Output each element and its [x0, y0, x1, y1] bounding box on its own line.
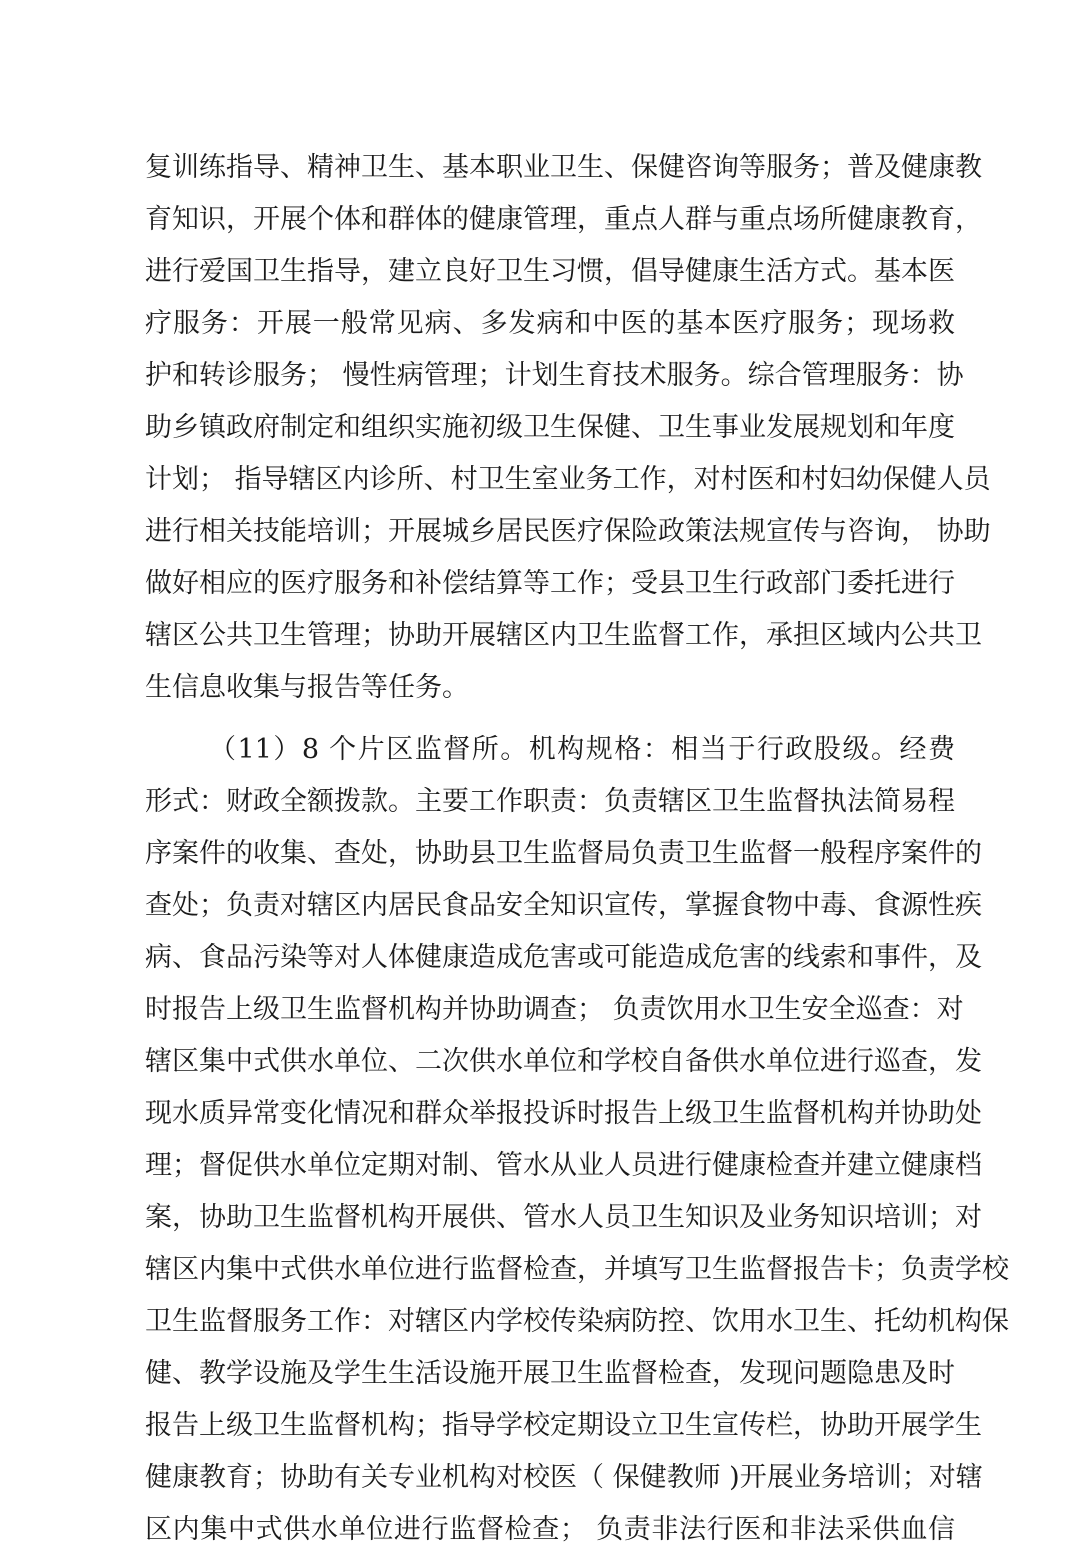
text-line: 报告上级卫生监督机构；指导学校定期设立卫生宣传栏，协助开展学生 — [145, 1410, 982, 1441]
text-line: 复训练指导、精神卫生、基本职业卫生、保健咨询等服务；普及健康教 — [145, 152, 982, 183]
text-line: 序案件的收集、查处，协助县卫生监督局负责卫生监督一般程序案件的 — [145, 838, 982, 869]
text-line: 育知识，开展个体和群体的健康管理，重点人群与重点场所健康教育， — [145, 204, 982, 235]
text-line: 理；督促供水单位定期对制、管水从业人员进行健康检查并建立健康档 — [145, 1150, 982, 1181]
text-line: 查处；负责对辖区内居民食品安全知识宣传，掌握食物中毒、食源性疾 — [145, 890, 982, 921]
text-line: 现水质异常变化情况和群众举报投诉时报告上级卫生监督机构并协助处 — [145, 1098, 982, 1129]
text-line: 计划； 指导辖区内诊所、村卫生室业务工作，对村医和村妇幼保健人员 — [145, 464, 991, 495]
text-line: 护和转诊服务； 慢性病管理；计划生育技术服务。综合管理服务：协 — [145, 360, 964, 391]
text-line: 辖区内集中式供水单位进行监督检查，并填写卫生监督报告卡；负责学校 — [145, 1254, 1009, 1285]
text-line: 区内集中式供水单位进行监督检查； 负责非法行医和非法采供血信 — [145, 1514, 955, 1545]
text-line: 疗服务：开展一般常见病、多发病和中医的基本医疗服务；现场救 — [145, 308, 955, 339]
text-line: 健康教育；协助有关专业机构对校医（ 保健教师 )开展业务培训；对辖 — [145, 1462, 983, 1493]
paragraph-2 — [209, 724, 955, 776]
text-line: 健、教学设施及学生生活设施开展卫生监督检查，发现问题隐患及时 — [145, 1358, 955, 1389]
body-text — [145, 142, 1009, 1556]
text-line: 时报告上级卫生监督机构并协助调查； 负责饮用水卫生安全巡查：对 — [145, 994, 964, 1025]
text-line: 形式：财政全额拨款。主要工作职责：负责辖区卫生监督执法简易程 — [145, 786, 955, 817]
text-line: 进行爱国卫生指导，建立良好卫生习惯，倡导健康生活方式。基本医 — [145, 256, 955, 287]
text-line: 做好相应的医疗服务和补偿结算等工作；受县卫生行政部门委托进行 — [145, 568, 955, 599]
paragraph-1 — [145, 142, 991, 714]
paragraph-2-body — [145, 776, 1009, 1556]
text-line: 辖区集中式供水单位、二次供水单位和学校自备供水单位进行巡查，发 — [145, 1046, 982, 1077]
text-line: 生信息收集与报告等任务。 — [145, 672, 469, 703]
text-line: 助乡镇政府制定和组织实施初级卫生保健、卫生事业发展规划和年度 — [145, 412, 955, 443]
text-line: 辖区公共卫生管理；协助开展辖区内卫生监督工作，承担区域内公共卫 — [145, 620, 982, 651]
text-line: 进行相关技能培训；开展城乡居民医疗保险政策法规宣传与咨询， 协助 — [145, 516, 991, 547]
text-line: 案，协助卫生监督机构开展供、管水人员卫生知识及业务知识培训；对 — [145, 1202, 982, 1233]
text-line: 卫生监督服务工作：对辖区内学校传染病防控、饮用水卫生、托幼机构保 — [145, 1306, 1009, 1337]
text-line: 病、食品污染等对人体健康造成危害或可能造成危害的线索和事件，及 — [145, 942, 982, 973]
text-line: （11）8 个片区监督所。机构规格：相当于行政股级。经费 — [209, 734, 955, 765]
